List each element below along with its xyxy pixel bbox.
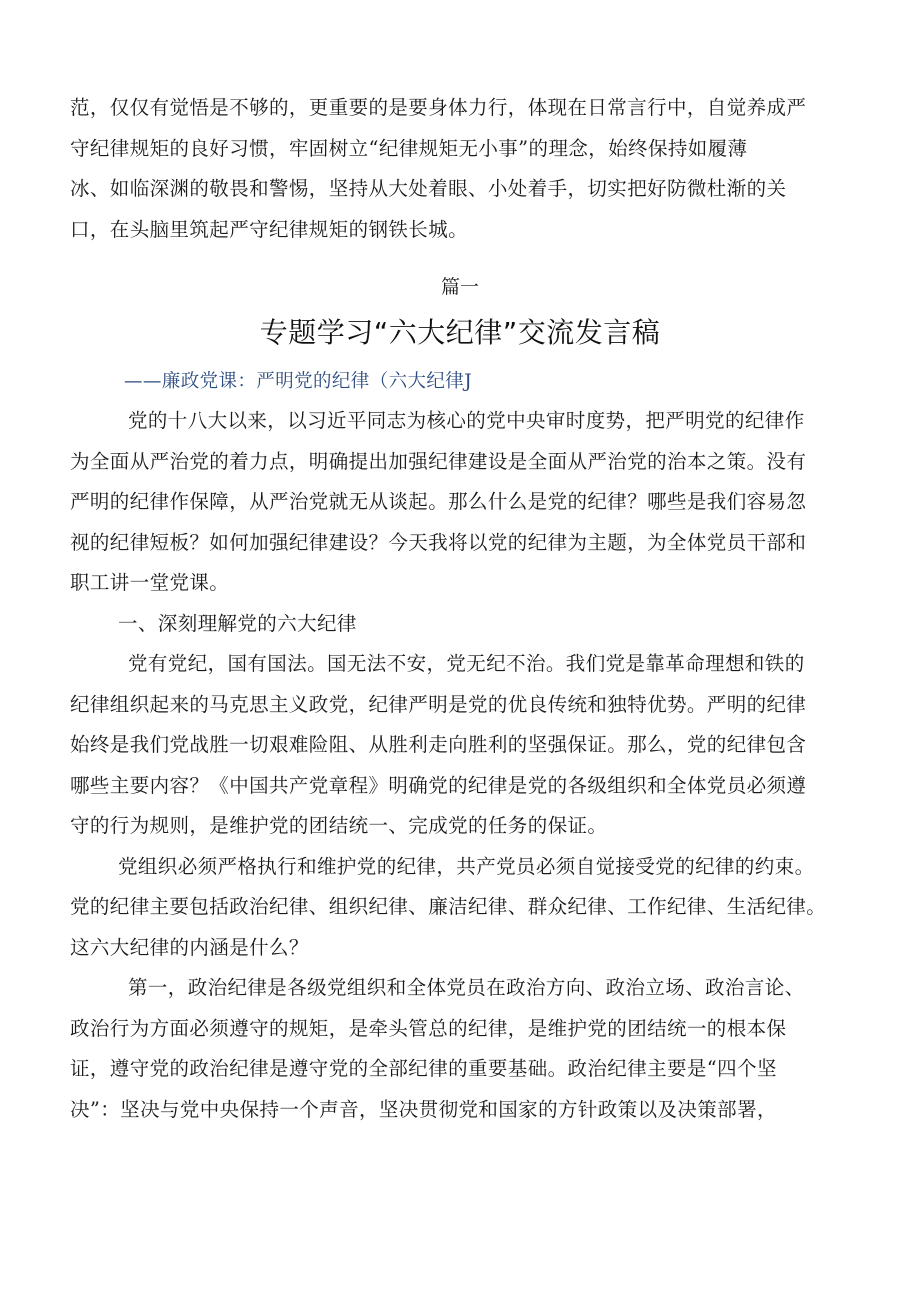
text-line: 党的十八大以来，以习近平同志为核心的党中央审时度势，把严明党的纪律作 [128,409,805,432]
text-line: 范，仅仅有觉悟是不够的，更重要的是要身体力行，体现在日常言行中，自觉养成严 [70,96,807,119]
text-line: 纪律组织起来的马克思主义政党，纪律严明是党的优良传统和独特优势。严明的纪律 [70,692,807,716]
body-text [70,401,860,1130]
text-line: 守的行为规则，是维护党的团结统一、完成党的任务的保证。 [70,814,608,837]
text-line: 党的纪律主要包括政治纪律、组织纪律、廉洁纪律、群众纪律、工作纪律、生活纪律。 [70,895,827,918]
text-line: 政治行为方面必须遵守的规矩，是牵头管总的纪律，是维护党的团结统一的根本保 [70,1016,787,1040]
text-line: 始终是我们党战胜一切艰难险阻、从胜利走向胜利的坚强保证。那么，党的纪律包含 [70,733,807,756]
text-line: 冰、如临深渊的敬畏和警惕，坚持从大处着眼、小处着手，切实把好防微杜渐的关 [70,177,787,200]
text-line: 守纪律规矩的良好习惯，牢固树立“纪律规矩无小事”的理念，始终保持如履薄 [70,136,748,160]
text-line: 证，遵守党的政治纪律是遵守党的全部纪律的重要基础。政治纪律主要是“四个坚 [70,1057,777,1080]
intro-paragraph [70,88,860,250]
text-line: 党有党纪，国有国法。国无法不安，党无纪不治。我们党是靠革命理想和铁的 [128,652,805,675]
text-line: 决”：坚决与党中央保持一个声音，坚决贯彻党和国家的方针政策以及决策部署， [70,1097,777,1121]
text-line: 严明的纪律作保障，从严治党就无从谈起。那么什么是党的纪律？哪些是我们容易忽 [70,490,807,513]
section-heading: 一、深刻理解党的六大纪律 [118,611,357,635]
text-line: 党组织必须严格执行和维护党的纪律，共产党员必须自觉接受党的纪律的约束。 [118,854,815,878]
document-title: 专题学习“六大纪律”交流发言稿 [259,316,661,349]
text-line: 职工讲一堂党课。 [70,571,230,594]
text-line: 这六大纪律的内涵是什么？ [70,935,309,959]
document-subtitle: ——廉政党课：严明党的纪律（六大纪律J [124,371,473,392]
text-line: 为全面从严治党的着力点，明确提出加强纪律建设是全面从严治党的治本之策。没有 [70,449,807,473]
text-line: 口，在头脑里筑起严守纪律规矩的钢铁长城。 [70,217,469,241]
section-label: 篇一 [440,276,479,298]
text-line: 视的纪律短板？如何加强纪律建设？今天我将以党的纪律为主题，为全体党员干部和 [70,530,807,554]
text-line: 哪些主要内容？《中国共产党章程》明确党的纪律是党的各级组织和全体党员必须遵 [70,773,807,797]
text-line: 第一，政治纪律是各级党组织和全体党员在政治方向、政治立场、政治言论、 [128,976,805,999]
